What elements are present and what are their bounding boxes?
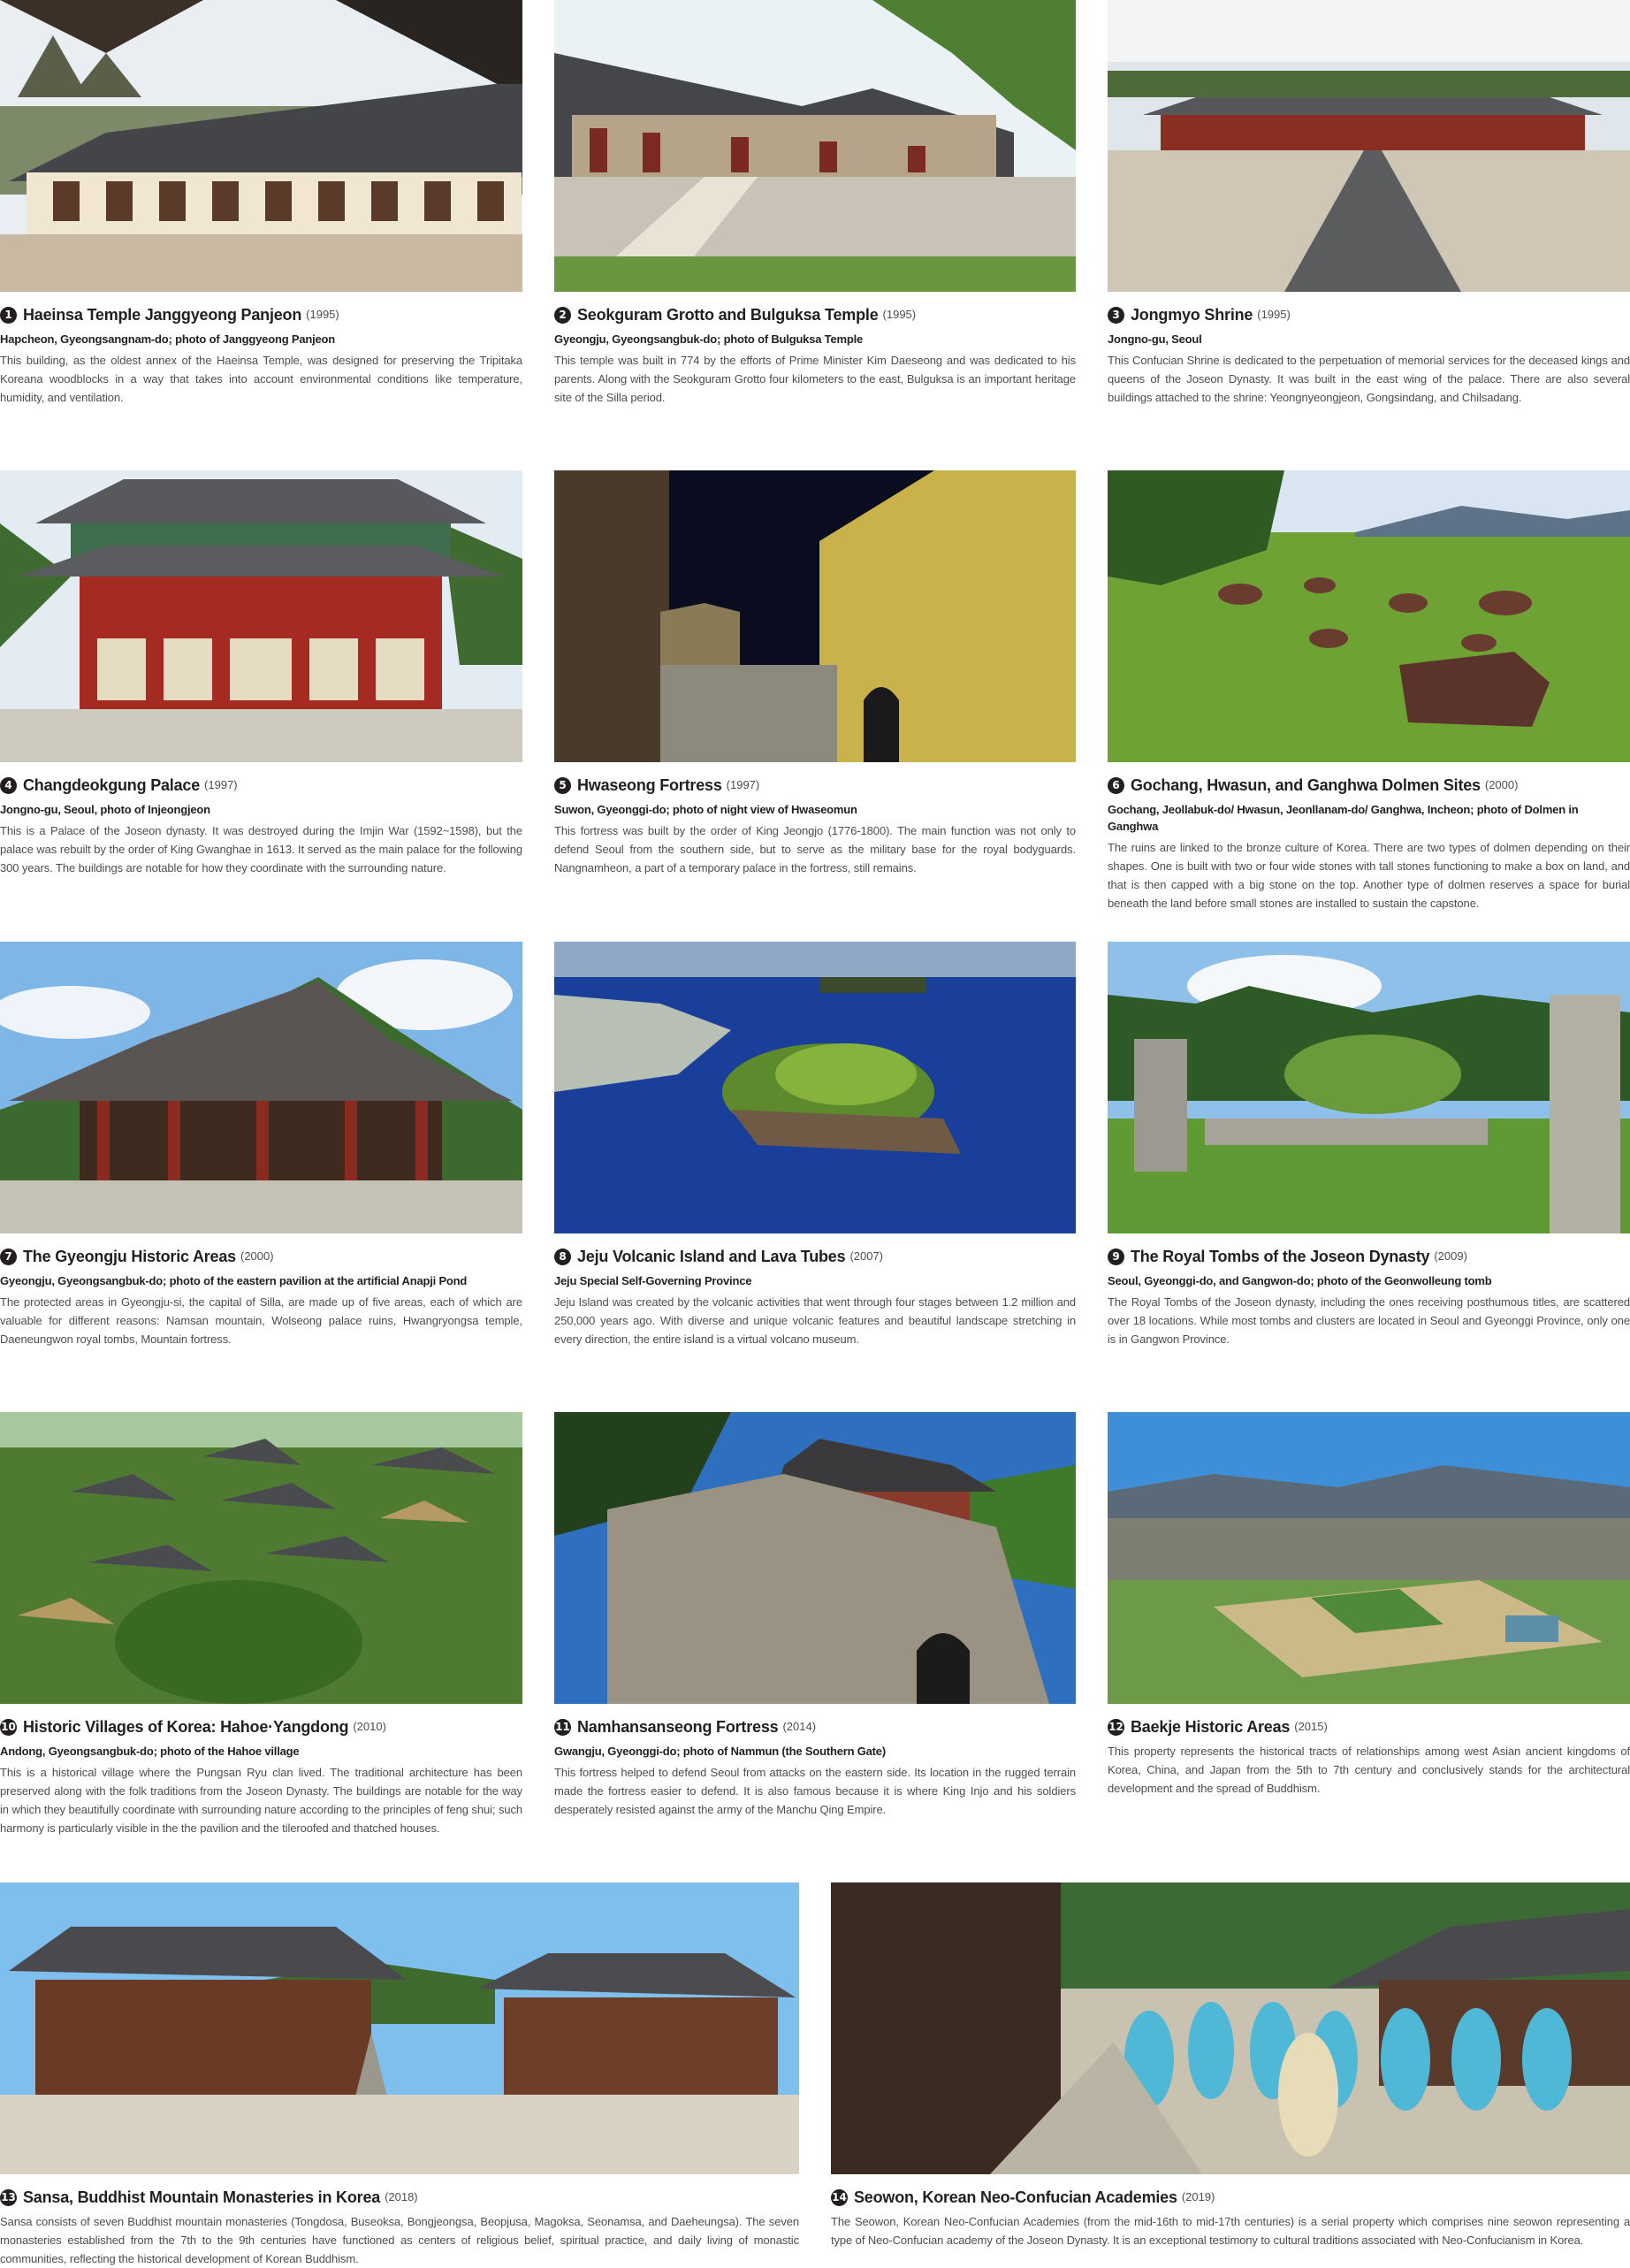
site-year: (2009) [1434,1249,1467,1263]
site-card-jeju [554,942,1076,1348]
haeinsa-photo [0,0,522,292]
site-description: This Confucian Shrine is dedicated to the perpetuation of memorial services for the deceased kings and queens of the Joseon Dynasty. It was built in the east wing of the palace. There are also several buildings attached to the shrine: Yeongnyeongjeon, Gongsindang, and Chilsadang. [1108,354,1630,404]
site-number-badge: 2 [554,307,571,324]
site-location: Jongno-gu, Seoul [1108,332,1202,346]
site-location: Andong, Gyeongsangbuk-do; photo of the Hahoe village [0,1745,300,1758]
site-description: This fortress was built by the order of King Jeongjo (1776-1800). The main function was not only to defend Seoul from the southern side, but to serve as the military base for the royal bodyguards. Nangnamheon, a part of a temporary palace in the fortress, still remains. [554,824,1076,874]
site-number-badge: 8 [554,1249,571,1265]
jeju-photo [554,942,1076,1233]
site-location: Jongno-gu, Seoul, photo of Injeongjeon [0,803,210,816]
site-title: The Royal Tombs of the Joseon Dynasty [1131,1248,1430,1265]
site-location: Suwon, Gyeonggi-do; photo of night view of Hwaseomun [554,803,857,816]
namhansanseong-photo [554,1412,1076,1704]
site-location: Jeju Special Self-Governing Province [554,1274,752,1287]
dolmen-photo [1108,470,1630,762]
site-title: Namhansanseong Fortress [577,1718,779,1736]
site-description: This temple was built in 774 by the efforts of Prime Minister Kim Daeseong and was dedicated to his parents. Along with the Seokguram Grotto four kilometers to the east, Bulguksa is an important heritage site of the Silla period. [554,354,1076,404]
site-title-line [0,774,522,797]
site-card-hwaseong [554,470,1076,877]
site-title: Baekje Historic Areas [1131,1718,1291,1736]
site-card-haeinsa [0,0,522,407]
site-number-badge: 10 [0,1719,17,1736]
site-card-jongmyo [1108,0,1630,407]
site-title-line [0,1715,522,1738]
site-location: Gyeongju, Gyeongsangbuk-do; photo of Bulguksa Temple [554,332,864,346]
site-card-royal-tombs [1108,942,1630,1348]
site-description: This fortress helped to defend Seoul from attacks on the eastern side. Its location in the rugged terrain made the fortress easier to defend. It is also famous because it is where King Injo and his soldiers desperately resisted against the army of the Manchu Qing Empire. [554,1766,1076,1816]
site-description: This is a historical village where the Pungsan Ryu clan lived. The traditional architecture has been preserved along with the folk traditions from the Joseon Dynasty. The buildings are notable for the way in which they beautifully coordinate with surrounding nature according to the principles of feng shui; such harmony is particularly visible in the the pavilion and the tileroofed and thatched houses. [0,1766,522,1835]
site-year: (2007) [849,1249,884,1263]
site-description: Sansa consists of seven Buddhist mountain monasteries (Tongdosa, Buseoksa, Bongjeongsa, Beopjusa, Magoksa, Seonamsa, and Daeheungsa). The seven monasteries established from the 7th to the 9th centuries have functioned as centers of religious belief, spiritual practice, and daily living of monastic communities, reflecting the historical development of Korean Buddhism. [0,2215,799,2265]
site-title-line [831,2186,1630,2209]
site-card-bulguksa [554,0,1076,407]
hwaseong-photo [554,470,1076,762]
site-title-line [0,2186,799,2209]
site-description: Jeju Island was created by the volcanic activities that went through four stages between 1.2 million and 250,000 years ago. With diverse and unique volcanic features and beautiful landscape stretching in every direction, the entire island is a virtual volcano museum. [554,1295,1076,1346]
site-title-line [0,1245,522,1268]
site-title: Seokguram Grotto and Bulguksa Temple [577,306,879,324]
site-title: Jeju Volcanic Island and Lava Tubes [577,1248,846,1265]
sansa-photo [0,1882,799,2174]
site-title: The Gyeongju Historic Areas [23,1248,236,1265]
site-title-line [1108,1245,1630,1268]
site-year: (2018) [385,2190,418,2203]
site-title: Historic Villages of Korea: Hahoe·Yangdong [23,1718,349,1736]
site-title: Sansa, Buddhist Mountain Monasteries in Korea [23,2188,381,2206]
site-title: Seowon, Korean Neo-Confucian Academies [854,2188,1177,2206]
site-number-badge: 4 [0,777,17,794]
site-location: Gwangju, Gyeonggi-do; photo of Nammun (the Southern Gate) [554,1745,886,1758]
site-card-sansa [0,1882,799,2268]
site-description: This is a Palace of the Joseon dynasty. It was destroyed during the Imjin War (1592~1598), but the palace was rebuilt by the order of King Gwanghae in 1613. It served as the main palace for the following 300 years. The buildings are notable for how they coordinate with the surrounding nature. [0,824,522,874]
site-location: Hapcheon, Gyeongsangnam-do; photo of Janggyeong Panjeon [0,332,336,346]
bulguksa-photo [554,0,1076,292]
site-title: Gochang, Hwasun, and Ganghwa Dolmen Sites [1131,776,1481,794]
site-title: Changdeokgung Palace [23,776,201,794]
site-description: This building, as the oldest annex of the Haeinsa Temple, was designed for preserving the Tripitaka Koreana woodblocks in a way that takes into account environmental conditions like temperature, humidity, and ventilation. [0,354,522,404]
site-title-line [554,1715,1076,1738]
site-year: (1995) [882,308,917,321]
site-year: (2015) [1294,1720,1328,1733]
site-number-badge: 14 [831,2189,848,2206]
site-description: The Royal Tombs of the Joseon dynasty, including the ones receiving posthumous titles, are scattered over 18 locations. While most tombs and clusters are located in Seoul and Gyeonggi Province, only one is in Gangwon Province. [1108,1295,1630,1346]
site-number-badge: 7 [0,1249,17,1265]
site-number-badge: 6 [1108,777,1124,794]
site-card-gyeongju [0,942,522,1348]
site-title: Hwaseong Fortress [577,776,722,794]
site-location: Gyeongju, Gyeongsangbuk-do; photo of the eastern pavilion at the artificial Anapji Pond [0,1274,468,1287]
site-card-namhansanseong [554,1412,1076,1819]
site-title-line [1108,1715,1630,1738]
royal-tombs-photo [1108,942,1630,1233]
site-card-hahoe [0,1412,522,1837]
hahoe-photo [0,1412,522,1704]
changdeokgung-photo [0,470,522,762]
site-year: (2014) [782,1720,817,1733]
site-title-line [1108,774,1630,797]
site-year: (1995) [1257,308,1291,321]
site-description: This property represents the historical tracts of relationships among west Asian ancient kingdoms of Korea, China, and Japan from the 5th to 7th century and conclusively stands for the architectural development and the spread of Buddhism. [1108,1745,1630,1795]
site-title-line [0,303,522,326]
site-description: The protected areas in Gyeongju-si, the capital of Silla, are made up of five areas, each of which are valuable for different reasons: Namsan mountain, Wolseong palace ruins, Hwangryongsa temple, Daeneungwon royal tombs, Mountain fortress. [0,1295,522,1346]
site-location: Gochang, Jeollabuk-do/ Hwasun, Jeonllanam-do/ Ganghwa, Incheon; photo of Dolmen in Ganghwa [1108,803,1579,833]
site-title: Jongmyo Shrine [1131,306,1253,324]
site-number-badge: 12 [1108,1719,1124,1736]
site-year: (2019) [1181,2190,1215,2203]
site-number-badge: 3 [1108,307,1124,324]
site-location: Seoul, Gyeonggi-do, and Gangwon-do; photo of the Geonwolleung tomb [1108,1274,1492,1287]
site-title-line [554,1245,1076,1268]
site-number-badge: 5 [554,777,571,794]
site-number-badge: 1 [0,307,17,324]
site-card-baekje [1108,1412,1630,1798]
site-number-badge: 9 [1108,1249,1124,1265]
site-card-seowon [831,1882,1630,2249]
site-year: (2000) [1484,778,1519,791]
site-card-changdeokgung [0,470,522,877]
site-description: The ruins are linked to the bronze culture of Korea. There are two types of dolmen depending on their shapes. One is built with two or four wide stones with tall stones functioning to make a box on land, and that is then capped with a big stone on the top. Another type of dolmen reserves a space for burial beneath the land before small stones are installed to sustain the capstone. [1108,841,1630,910]
site-year: (1997) [204,778,238,791]
site-title: Haeinsa Temple Janggyeong Panjeon [23,306,302,324]
baekje-photo [1108,1412,1630,1704]
gyeongju-photo [0,942,522,1233]
site-year: (1997) [726,778,760,791]
site-card-dolmen [1108,470,1630,913]
site-number-badge: 13 [0,2189,17,2206]
jongmyo-photo [1108,0,1630,292]
site-year: (1995) [306,308,339,321]
site-title-line [1108,303,1630,326]
site-description: The Seowon, Korean Neo-Confucian Academies (from the mid-16th to mid-17th centuries) is a serial property which comprises nine seowon representing a type of Neo-Confucian academy of the Joseon Dynasty. It is an exceptional testimony to cultural traditions associated with Neo-Confucianism in Korea. [831,2215,1630,2247]
site-number-badge: 11 [554,1719,571,1736]
site-title-line [554,774,1076,797]
site-year: (2000) [240,1249,274,1263]
site-title-line [554,303,1076,326]
seowon-photo [831,1882,1630,2174]
site-year: (2010) [353,1720,386,1733]
